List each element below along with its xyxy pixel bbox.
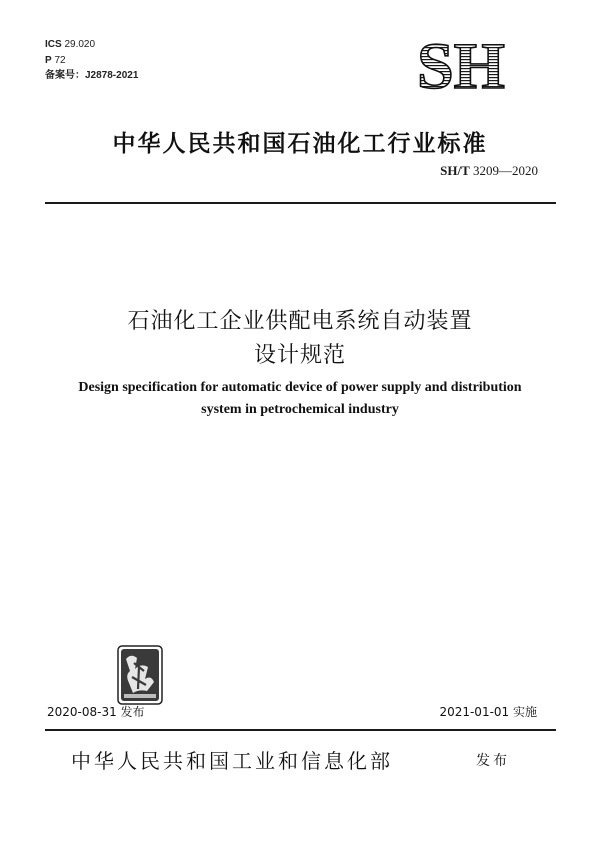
sh-logo-text: SH <box>416 38 506 96</box>
ccs-value: 72 <box>54 55 66 66</box>
record-value: J2878-2021 <box>85 70 139 81</box>
document-title-zh-line1: 石油化工企业供配电系统自动装置 <box>127 309 473 334</box>
publisher-seal-icon <box>117 645 163 705</box>
record-label: 备案号： <box>45 70 85 81</box>
ics-label: ICS <box>45 39 62 50</box>
document-title-en-line1: Design specification for automatic device of power supply and distribution <box>78 380 522 395</box>
standard-code-number: 3209—2020 <box>473 163 538 178</box>
publisher-action: 发布 <box>476 753 510 769</box>
document-title-en-line2: system in petrochemical industry <box>201 402 399 417</box>
standard-code <box>440 163 538 179</box>
sh-logo-icon <box>397 38 525 96</box>
ics-value: 29.020 <box>64 39 96 50</box>
record-number <box>45 70 138 82</box>
standard-code-prefix: SH/T <box>440 163 470 178</box>
implementation-date: 2021-01-01 实施 <box>439 705 537 719</box>
bottom-divider <box>45 729 556 731</box>
publisher-name: 中华人民共和国工业和信息化部 <box>71 749 393 773</box>
document-title-zh-line2: 设计规范 <box>253 343 346 368</box>
top-divider <box>45 202 556 204</box>
ccs-code <box>45 55 66 67</box>
standard-category-title: 中华人民共和国石油化工行业标准 <box>112 131 488 157</box>
issue-date: 2020-08-31 发布 <box>47 705 145 719</box>
ics-code <box>45 39 95 51</box>
ccs-label: P <box>45 55 52 66</box>
